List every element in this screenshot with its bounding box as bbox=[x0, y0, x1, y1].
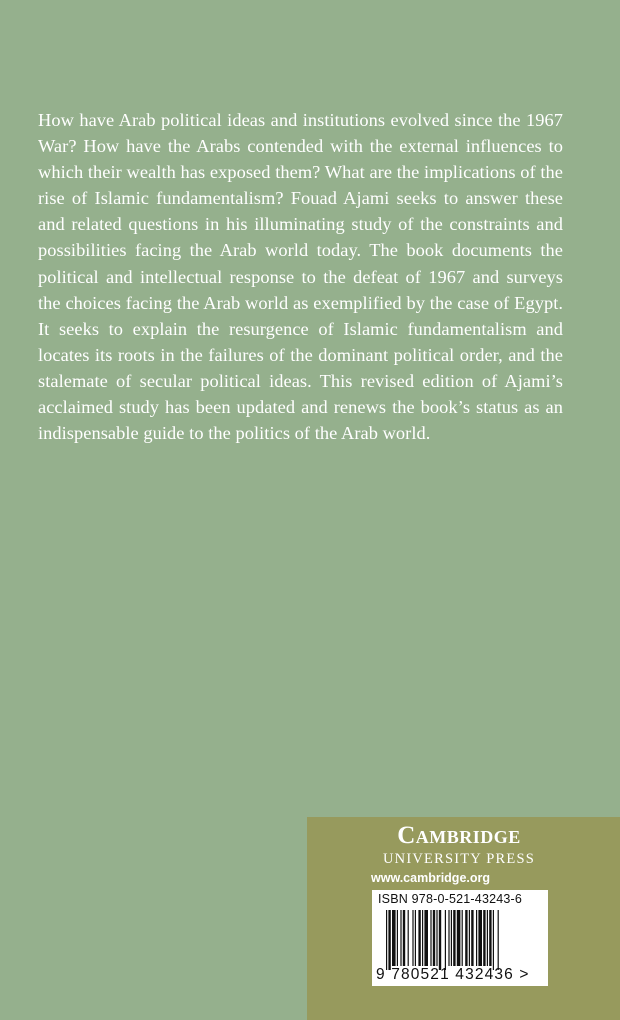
publisher-website: www.cambridge.org bbox=[371, 871, 491, 885]
barcode-bar bbox=[433, 910, 435, 966]
publisher-logo-name: Cambridge bbox=[397, 822, 521, 849]
barcode-bar bbox=[487, 910, 488, 966]
barcode-bar bbox=[457, 910, 461, 966]
barcode-bar bbox=[430, 910, 431, 966]
barcode-bar bbox=[397, 910, 398, 966]
publisher-panel bbox=[307, 817, 620, 1020]
barcode-bar bbox=[469, 910, 470, 966]
barcode-bar bbox=[471, 910, 473, 966]
barcode-bar bbox=[445, 910, 446, 970]
barcode-bar bbox=[462, 910, 463, 966]
barcode-bar bbox=[424, 910, 428, 966]
barcode-bar bbox=[415, 910, 416, 966]
barcode-bar bbox=[408, 910, 409, 966]
barcode-digits: 9 780521 432436 > bbox=[376, 966, 530, 983]
barcode-bar bbox=[422, 910, 423, 966]
publisher-logo-subtitle: UNIVERSITY PRESS bbox=[382, 851, 535, 867]
back-cover-blurb: How have Arab political ideas and institutions evolved since the 1967 War? How have the Arabs contended with the external influences to which their wealth has exposed them? What are the implications of the rise of Islamic fundamentalism? Fouad Ajami seeks to answer these and related questions in his illuminating study of the constraints and possibilities facing the Arab world today. The book documents the political and intellectual response to the defeat of 1967 and surveys the choices facing the Arab world as exemplified by the case of Egypt. It seeks to explain the resurgence of Islamic fundamentalism and locates its roots in the failures of the dominant political order, and the stalemate of secular political ideas. This revised edition of Ajami’s acclaimed study has been updated and renews the book’s status as an indispensable guide to the politics of the Arab world. bbox=[38, 110, 563, 444]
barcode-bar bbox=[388, 910, 390, 970]
barcode-bar bbox=[498, 910, 499, 970]
barcode-bar bbox=[478, 910, 482, 966]
barcode-bar bbox=[436, 910, 437, 966]
barcode-bar bbox=[483, 910, 485, 966]
barcode-bar bbox=[476, 910, 477, 966]
barcode-bar bbox=[392, 910, 396, 966]
barcode-bar bbox=[451, 910, 452, 966]
barcode-bar bbox=[453, 910, 455, 966]
barcode-bar bbox=[493, 910, 494, 970]
barcode-bar bbox=[400, 910, 401, 966]
barcode-bar bbox=[448, 910, 449, 966]
barcode-bar bbox=[489, 910, 491, 966]
barcode-bar bbox=[439, 910, 441, 970]
barcode-bar bbox=[412, 910, 413, 966]
barcode-bar bbox=[403, 910, 405, 966]
isbn-barcode bbox=[372, 890, 548, 986]
barcode-bar bbox=[465, 910, 467, 966]
barcode-bar bbox=[418, 910, 420, 966]
isbn-label: ISBN 978-0-521-43243-6 bbox=[378, 892, 523, 906]
barcode-bar bbox=[386, 910, 387, 970]
